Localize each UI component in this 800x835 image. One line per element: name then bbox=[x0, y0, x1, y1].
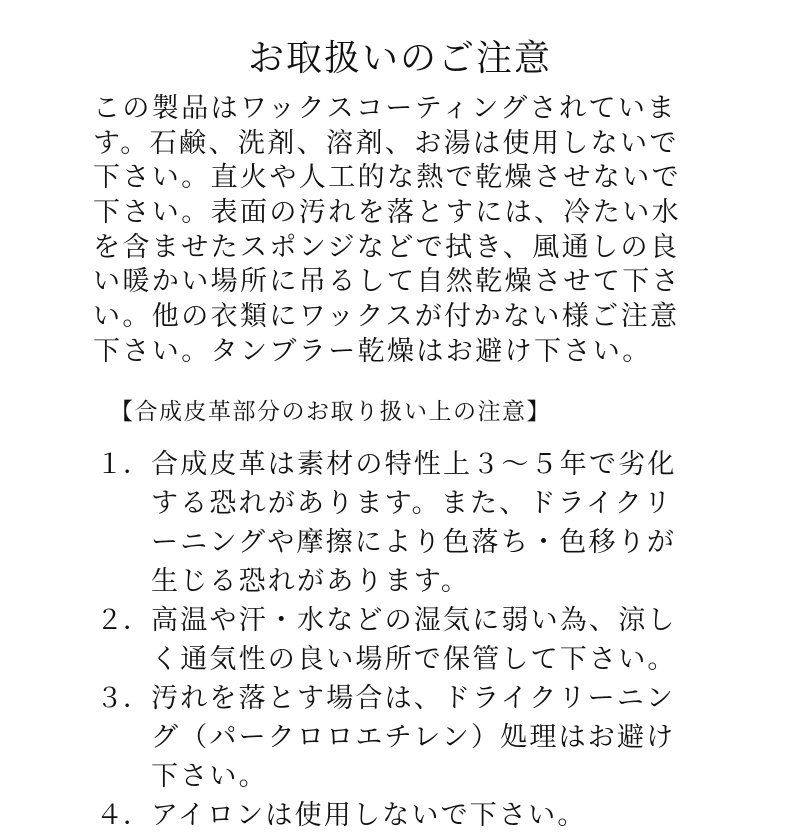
paragraph-line: この製品はワックスコーティングされていま bbox=[93, 93, 677, 124]
precaution-list bbox=[96, 445, 716, 835]
item-number: １． bbox=[96, 449, 150, 480]
paragraph-line: い。他の衣類にワックスが付かない様ご注意 bbox=[93, 301, 680, 333]
list-item bbox=[96, 601, 716, 679]
item-number: ３． bbox=[96, 683, 150, 714]
item-line: する恐れがあります。また、ドライクリ bbox=[151, 488, 674, 519]
paragraph-line: 下さい。タンブラー乾燥はお避け下さい。 bbox=[93, 335, 652, 367]
item-line: 高温や汗・水などの湿気に弱い為、涼し bbox=[151, 605, 677, 636]
paragraph-line: を含ませたスポンジなどで拭き、風通しの良 bbox=[93, 231, 680, 263]
item-line: 汚れを落とす場合は、ドライクリーニン bbox=[151, 683, 676, 714]
section-heading: 【合成皮革部分のお取り扱い上の注意】 bbox=[110, 399, 551, 425]
item-line: く通気性の良い場所で保管して下さい。 bbox=[151, 644, 677, 675]
list-item bbox=[96, 445, 716, 601]
item-number: ２． bbox=[96, 605, 150, 636]
item-line: 合成皮革は素材の特性上３～５年で劣化 bbox=[151, 449, 677, 480]
paragraph-line: い暖かい場所に吊るして自然乾燥させて下さ bbox=[93, 266, 681, 298]
paragraph-line: 下さい。表面の汚れを落とすには、冷たい水 bbox=[93, 197, 681, 229]
item-line: ーニングや摩擦により色落ち・色移りが bbox=[151, 527, 677, 558]
item-number: ４． bbox=[96, 800, 150, 831]
paragraph-line: す。石鹸、洗剤、溶剤、お湯は使用しないで bbox=[93, 127, 679, 159]
item-line: 下さい。 bbox=[151, 761, 268, 792]
list-item bbox=[96, 796, 716, 835]
list-item bbox=[96, 679, 716, 796]
care-paragraph bbox=[93, 92, 708, 370]
item-line: アイロンは使用しないで下さい。 bbox=[151, 800, 587, 831]
paragraph-line: 下さい。直火や人工的な熱で乾燥させないで bbox=[93, 162, 681, 194]
document-title: お取扱いのご注意 bbox=[247, 38, 552, 79]
item-line: グ（パークロロエチレン）処理はお避け bbox=[151, 722, 676, 753]
item-line: 生じる恐れがあります。 bbox=[151, 566, 471, 597]
